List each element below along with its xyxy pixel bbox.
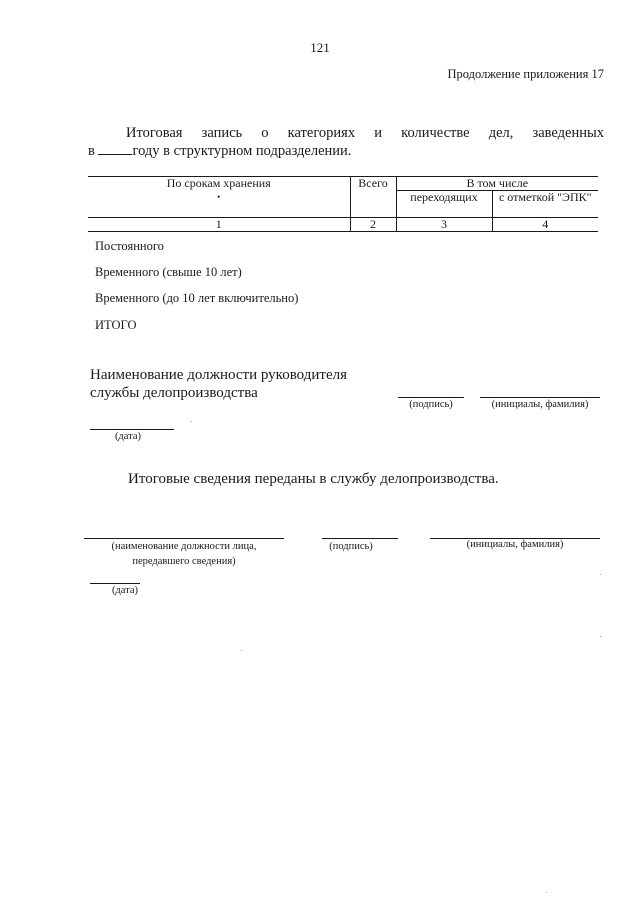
intro-paragraph (88, 124, 604, 160)
transfer-date-line (90, 583, 140, 584)
scan-speck (600, 636, 601, 637)
transfer-date-caption: (дата) (111, 585, 139, 596)
transfer-position-line (84, 538, 284, 539)
scan-speck (546, 892, 547, 893)
header-carried-over: переходящих (396, 191, 492, 218)
intro-prefix: в (88, 143, 95, 159)
head-signature-line (398, 397, 464, 398)
scan-speck (191, 421, 192, 422)
column-number-1: 1 (88, 218, 350, 232)
scan-speck (600, 574, 601, 575)
transfer-signature-caption: (подпись) (329, 541, 373, 552)
transfer-signature-line (322, 538, 398, 539)
header-including: В том числе (396, 177, 598, 191)
head-position-line-1: Наименование должности руководителя (90, 367, 348, 383)
intro-suffix: году в структурном подразделении. (132, 143, 352, 159)
head-name-caption: (инициалы, фамилия) (491, 399, 589, 410)
row-temporary-up-to-10: Временного (до 10 лет включительно) (95, 291, 299, 305)
year-blank (98, 142, 132, 155)
header-epk-mark: с отметкой "ЭПК" (492, 191, 598, 218)
intro-line-2 (88, 142, 604, 160)
column-number-2: 2 (350, 218, 396, 232)
header-total: Всего (350, 177, 396, 218)
row-temporary-over-10: Временного (свыше 10 лет) (95, 265, 242, 279)
header-storage-periods: По срокам хранения • (88, 177, 350, 218)
appendix-continuation: Продолжение приложения 17 (447, 67, 604, 81)
head-signature-caption: (подпись) (409, 399, 453, 410)
row-total: ИТОГО (95, 318, 137, 332)
column-number-4: 4 (492, 218, 598, 232)
transfer-statement: Итоговые сведения переданы в службу делопроизводства. (128, 471, 499, 487)
transfer-position-caption-2: передавшего сведения) (132, 556, 236, 567)
row-permanent: Постоянного (95, 239, 164, 253)
intro-line-1: Итоговая запись о категориях и количестве дел, заведенных (126, 125, 604, 141)
transfer-position-caption-1: (наименование должности лица, (111, 541, 257, 552)
transfer-name-caption: (инициалы, фамилия) (466, 539, 564, 550)
summary-table (88, 176, 598, 232)
head-date-line (90, 429, 174, 430)
page-number: 121 (310, 40, 330, 55)
column-number-3: 3 (396, 218, 492, 232)
head-position-line-2: службы делопроизводства (90, 385, 258, 401)
head-date-caption: (дата) (114, 431, 142, 442)
scan-speck (241, 650, 242, 651)
head-name-line (480, 397, 600, 398)
